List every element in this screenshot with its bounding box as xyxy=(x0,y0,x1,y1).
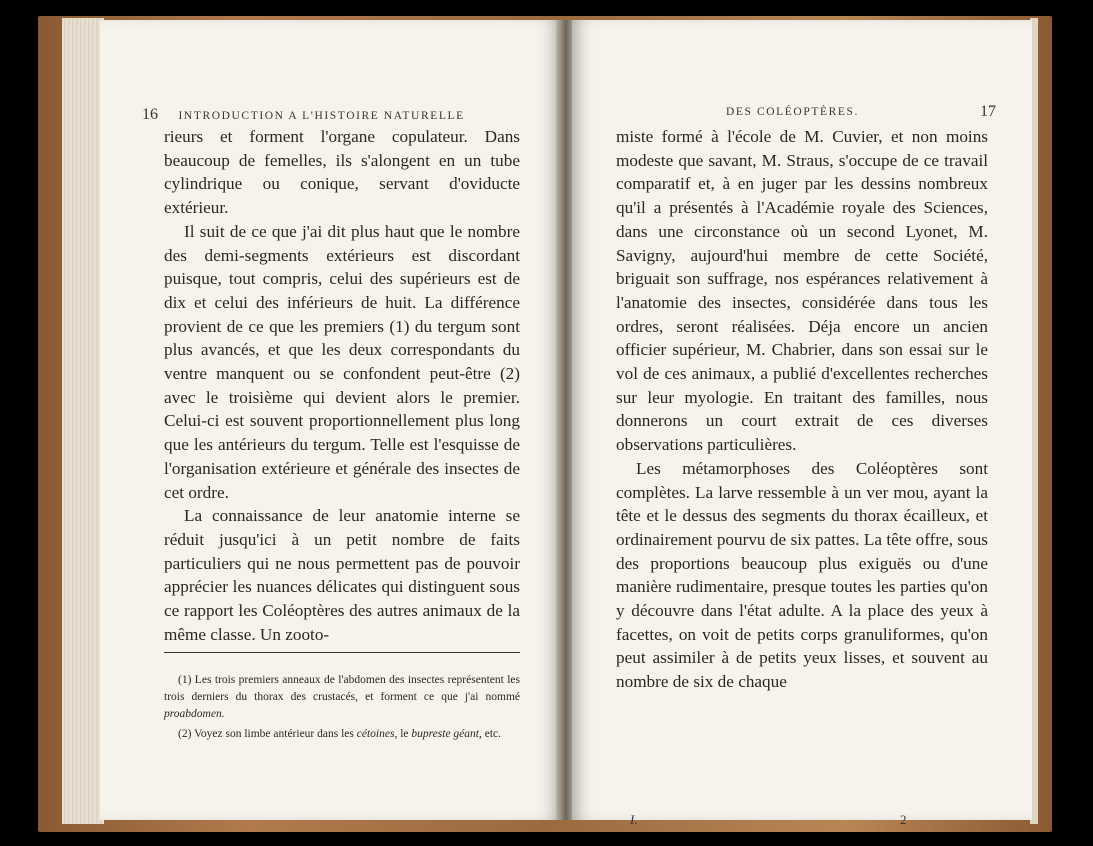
footnote-rule xyxy=(164,652,520,653)
footnote-2-text: (2) Voyez son limbe antérieur dans les xyxy=(178,728,357,740)
left-running-head-title: INTRODUCTION A L'HISTOIRE NATURELLE xyxy=(178,110,465,122)
left-paragraph-2: Il suit de ce que j'ai dit plus haut que le nombre des demi-segments extérieurs est discordant puisque, tout compris, celui des supérieurs est de dix et celui des inférieurs de huit. La différence provient de ce que les premiers (1) du tergum sont plus avancés, et que les deux correspondants du ventre manquent ou se confondent peut-être (2) avec le troisième qui devient alors le premier. Celui-ci est souvent proportionnellement plus long que les antérieurs du tergum. Telle est l'esquisse de l'organisation extérieure et générale des insectes de cet ordre. xyxy=(164,221,520,502)
signature-sheet: 2 xyxy=(900,812,907,827)
left-paragraph-3: La connaissance de leur anatomie interne se réduit jusqu'ici à un petit nombre de faits particuliers qui ne nous permettent pas de pouvoir apprécier les nuances délicates qui distinguent sous ce rapport les Coléoptères des autres animaux de la même classe. Un zooto- xyxy=(164,506,520,644)
footnote-2-term-2: bupreste géant xyxy=(411,728,479,740)
left-page-number: 16 xyxy=(142,106,158,123)
left-body-text xyxy=(164,125,520,646)
right-page-number: 17 xyxy=(980,103,996,120)
page-edges-left xyxy=(62,18,104,824)
footnote-1 xyxy=(164,672,520,723)
right-running-head-title: DES COLÉOPTÈRES. xyxy=(726,106,859,118)
footnote-1-text: (1) Les trois premiers anneaux de l'abdomen des insectes représentent les trois derniers du thorax des crustacés, et forment ce que j'ai nommé xyxy=(164,674,520,703)
right-body-text xyxy=(616,125,988,694)
footnote-1-term: proabdomen. xyxy=(164,708,225,720)
right-running-head xyxy=(726,103,996,120)
footnote-2-mid: , le xyxy=(394,728,412,740)
footnote-2-term-1: cétoines xyxy=(356,728,395,740)
footnote-2 xyxy=(164,726,520,743)
right-paragraph-2: Les métamorphoses des Coléoptères sont complètes. La larve ressemble à un ver mou, ayant la tête et le dessus des segments du thorax écailleux, et ordinairement pourvu de six pattes. La tête offre, sous des proportions beaucoup plus exiguës ou d'une manière rudimentaire, presque toutes les parties qu'on y découvre dans l'état adulte. A la place des yeux à facettes, on voit de petits corps granuliformes, qu'on peut assimiler à de petits yeux lisses, et souvent au nombre de six de chaque xyxy=(616,458,988,692)
left-running-head xyxy=(142,106,522,124)
signature-volume: I. xyxy=(630,812,638,827)
left-page xyxy=(100,20,560,820)
left-paragraph-1: rieurs et forment l'organe copulateur. Dans beaucoup de femelles, ils s'alongent en un tube cylindrique ou conique, servant d'oviducte extérieur. xyxy=(164,127,520,218)
footnote-2-end: , etc. xyxy=(478,728,502,740)
footnotes xyxy=(164,672,520,746)
right-paragraph-1: miste formé à l'école de M. Cuvier, et non moins modeste que savant, M. Straus, s'occupe de ce travail comparatif et, à en juger par les dessins nombreux qu'il a présentés à l'Académie royale des Sciences, dans une circonstance où un second Lyonet, M. Savigny, aujourd'hui membre de cette Société, briguait son suffrage, nos espérances relativement à l'anatomie des insectes, considérée dans tous les ordres, seront réalisées. Déja encore un ancien officier supérieur, M. Chabrier, dans son essai sur le vol de ces animaux, a publié d'excellentes recherches sur leur myologie. En traitant des familles, nous donnerons un court extrait de ces diverses observations particulières. xyxy=(616,127,988,455)
right-page xyxy=(572,20,1032,827)
